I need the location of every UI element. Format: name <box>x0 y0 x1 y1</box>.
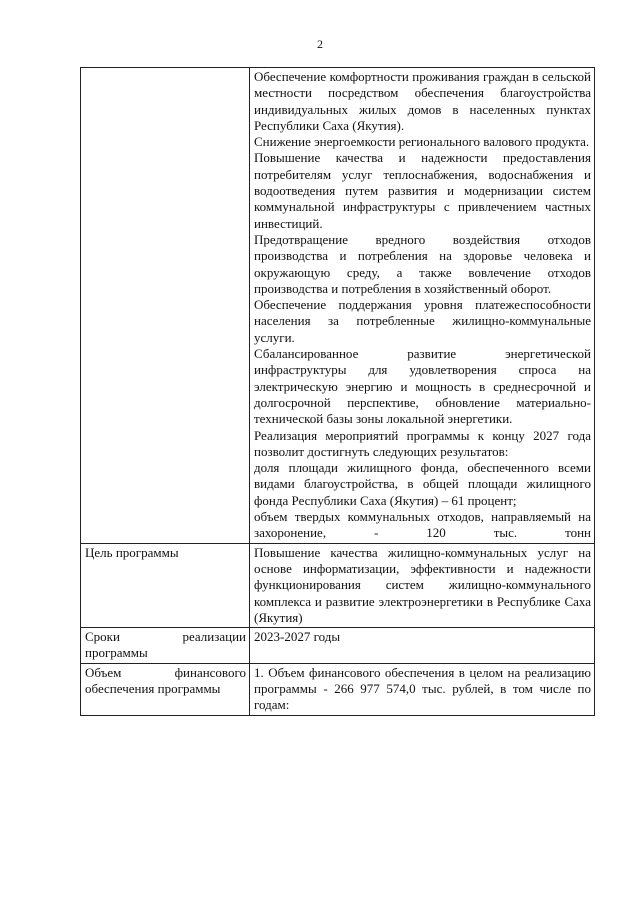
row-content <box>250 663 595 715</box>
row-label: Цель программы <box>81 543 250 627</box>
table-row <box>81 628 595 664</box>
content-paragraph: Повышение качества и надежности предоставления потребителям услуг теплоснабжения, водоснабжения и водоотведения путем развития и модернизации систем коммунальной инфраструктуры с привлечением частных инвестиций. <box>254 150 591 231</box>
row-label: Сроки реализации программы <box>81 628 250 664</box>
content-paragraph: Реализация мероприятий программы к концу 2027 года позволит достигнуть следующих результатов: <box>254 427 591 459</box>
content-paragraph: Сбалансированное развитие энергетической инфраструктуры для удовлетворения спроса на электрическую энергию и мощность в среднесрочной и долгосрочной перспективе, обновление материально-технической базы зоны локальной энергетики. <box>254 346 591 427</box>
content-paragraph: 1. Объем финансового обеспечения в целом на реализацию программы - 266 977 574,0 тыс. рублей, в том числе по годам: <box>254 664 591 713</box>
table-row <box>81 68 595 544</box>
content-paragraph: объем твердых коммунальных отходов, направляемый на захоронение, - 120 тыс. тонн <box>254 509 591 541</box>
program-passport-table <box>80 67 595 716</box>
row-label <box>81 68 250 544</box>
table-row <box>81 543 595 627</box>
page-number: 2 <box>317 37 323 51</box>
content-paragraph: Повышение качества жилищно-коммунальных услуг на основе информатизации, эффективности и надежности функционирования систем жилищно-коммунального комплекса и развитие электроэнергетики в Республике Саха (Якутия) <box>254 544 591 625</box>
content-paragraph: 2023-2027 годы <box>254 629 341 645</box>
content-paragraph: Обеспечение поддержания уровня платежеспособности населения за потребленные жилищно-коммунальные услуги. <box>254 297 591 345</box>
table-row <box>81 663 595 715</box>
row-content <box>250 628 595 664</box>
content-paragraph: Снижение энергоемкости регионального валового продукта. <box>254 134 590 150</box>
row-label: Объем финансового обеспечения программы <box>81 663 250 715</box>
content-paragraph: доля площади жилищного фонда, обеспеченного всеми видами благоустройства, в общей площади жилищного фонда Республики Саха (Якутия) – 61 процент; <box>254 460 591 508</box>
content-paragraph: Обеспечение комфортности проживания граждан в сельской местности посредством обеспечения благоустройства индивидуальных жилых домов в населенных пунктах Республики Саха (Якутия). <box>254 69 591 133</box>
row-content <box>250 543 595 627</box>
row-content <box>250 68 595 544</box>
content-paragraph: Предотвращение вредного воздействия отходов производства и потребления на здоровье человека и окружающую среду, а также вовлечение отходов производства и потребления в хозяйственный оборот. <box>254 231 591 296</box>
